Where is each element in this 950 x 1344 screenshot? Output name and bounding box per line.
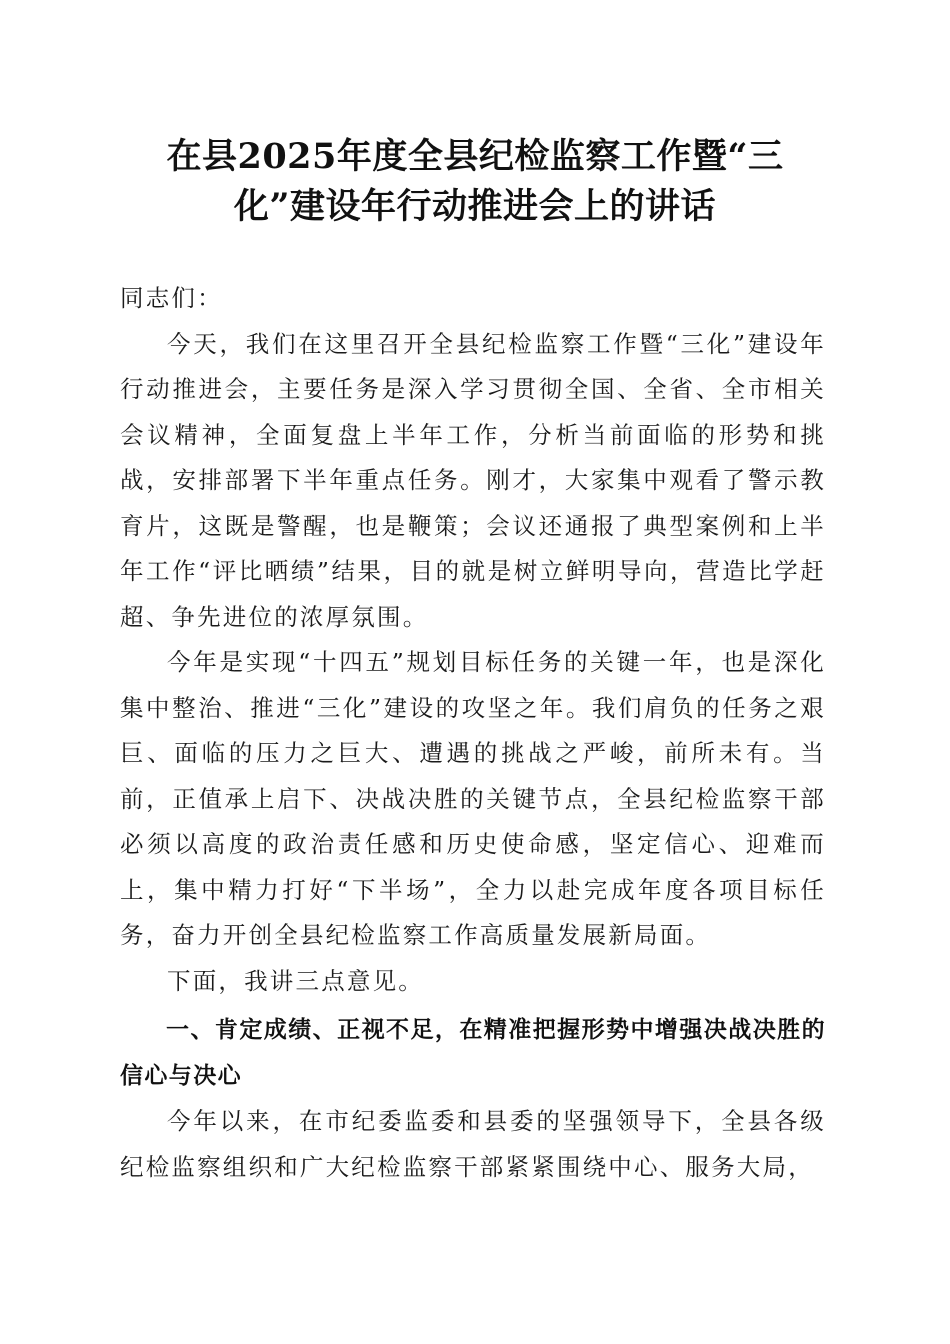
paragraph-transition: 下面，我讲三点意见。 xyxy=(167,966,424,995)
paragraph-opening: 今天，我们在这里召开全县纪检监察工作暨“三化”建设年行动推进会，主要任务是深入学习贯彻全国、全省、全市相关会议精神，全面复盘上半年工作，分析当前面临的形势和挑战，安排部署下半年重点任务。刚才，大家集中观看了警示教育片，这既是警醒，也是鞭策；会议还通报了典型案例和上半年工作“评比晒绩”结果，目的就是树立鲜明导向，营造比学赶超、争先进位的浓厚氛围。 xyxy=(120,329,826,631)
document-body xyxy=(120,276,826,1190)
title-line-1: 在县2025年度全县纪检监察工作暨“三 xyxy=(166,136,784,177)
salutation: 同志们： xyxy=(120,284,223,312)
paragraph-context: 今年是实现“十四五”规划目标任务的关键一年，也是深化集中整治、推进“三化”建设的攻坚之年。我们肩负的任务之艰巨、面临的压力之巨大、遭遇的挑战之严峻，前所未有。当前，正值承上启下、决战决胜的关键节点，全县纪检监察干部必须以高度的政治责任感和历史使命感，坚定信心、迎难而上，集中精力打好“下半场”，全力以赴完成年度各项目标任务，奋力开创全县纪检监察工作高质量发展新局面。 xyxy=(120,648,826,949)
document-title xyxy=(120,132,830,232)
section-one-paragraph: 今年以来，在市纪委监委和县委的坚强领导下，全县各级纪检监察组织和广大纪检监察干部紧紧围绕中心、服务大局， xyxy=(120,1107,826,1181)
title-line-2: 化”建设年行动推进会上的讲话 xyxy=(233,186,717,227)
section-heading-one: 一、肯定成绩、正视不足，在精准把握形势中增强决战决胜的信心与决心 xyxy=(120,1017,826,1089)
